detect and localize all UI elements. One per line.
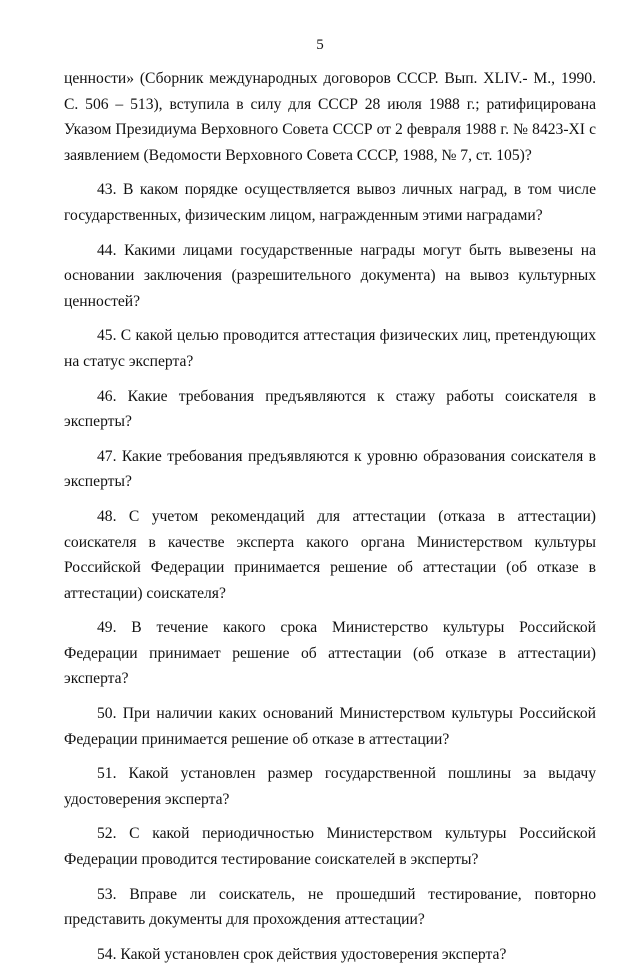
question-45: 45. С какой целью проводится аттестация физических лиц, претендующих на статус эксперта? xyxy=(64,327,596,370)
question-48: 48. С учетом рекомендаций для аттестации (отказа в аттестации) соискателя в качестве эксперта какого органа Министерством культуры Российской Федерации принимается решение об аттестации (об отказе в аттестации) соискателя? xyxy=(64,507,596,602)
question-44: 44. Какими лицами государственные награды могут быть вывезены на основании заключения (разрешительного документа) на вывоз культурных ценностей? xyxy=(64,241,596,310)
question-54: 54. Какой установлен срок действия удостоверения эксперта? xyxy=(97,945,507,963)
question-46: 46. Какие требования предъявляются к стажу работы соискателя в эксперты? xyxy=(64,387,596,431)
question-47: 47. Какие требования предъявляются к уровню образования соискателя в эксперты? xyxy=(64,447,596,491)
page-number: 5 xyxy=(316,37,324,53)
document-body xyxy=(64,66,596,967)
question-43: 43. В каком порядке осуществляется вывоз личных наград, в том числе государственных, физическим лицом, награжденным этими наградами? xyxy=(64,181,596,224)
question-50: 50. При наличии каких оснований Министерством культуры Российской Федерации принимается решение об отказе в аттестации? xyxy=(64,705,596,748)
question-49: 49. В течение какого срока Министерство культуры Российской Федерации принимает решение об аттестации (об отказе в аттестации) эксперта? xyxy=(64,619,596,688)
question-53: 53. Вправе ли соискатель, не прошедший тестирование, повторно представить документы для прохождения аттестации? xyxy=(64,885,596,929)
question-52: 52. С какой периодичностью Министерством культуры Российской Федерации проводится тестирование соискателей в эксперты? xyxy=(64,825,596,869)
question-51: 51. Какой установлен размер государственной пошлины за выдачу удостоверения эксперта? xyxy=(64,765,596,808)
paragraph-continuation: ценности» (Сборник международных договоров СССР. Вып. XLIV.- М., 1990. С. 506 – 513), вступила в силу для СССР 28 июля 1988 г.; ратифицирована Указом Президиума Верховного Совета СССР от 2 февраля 1988 г. № 8423-XI с заявлением (Ведомости Верховного Совета СССР, 1988, № 7, ст. 105)? xyxy=(64,70,596,164)
